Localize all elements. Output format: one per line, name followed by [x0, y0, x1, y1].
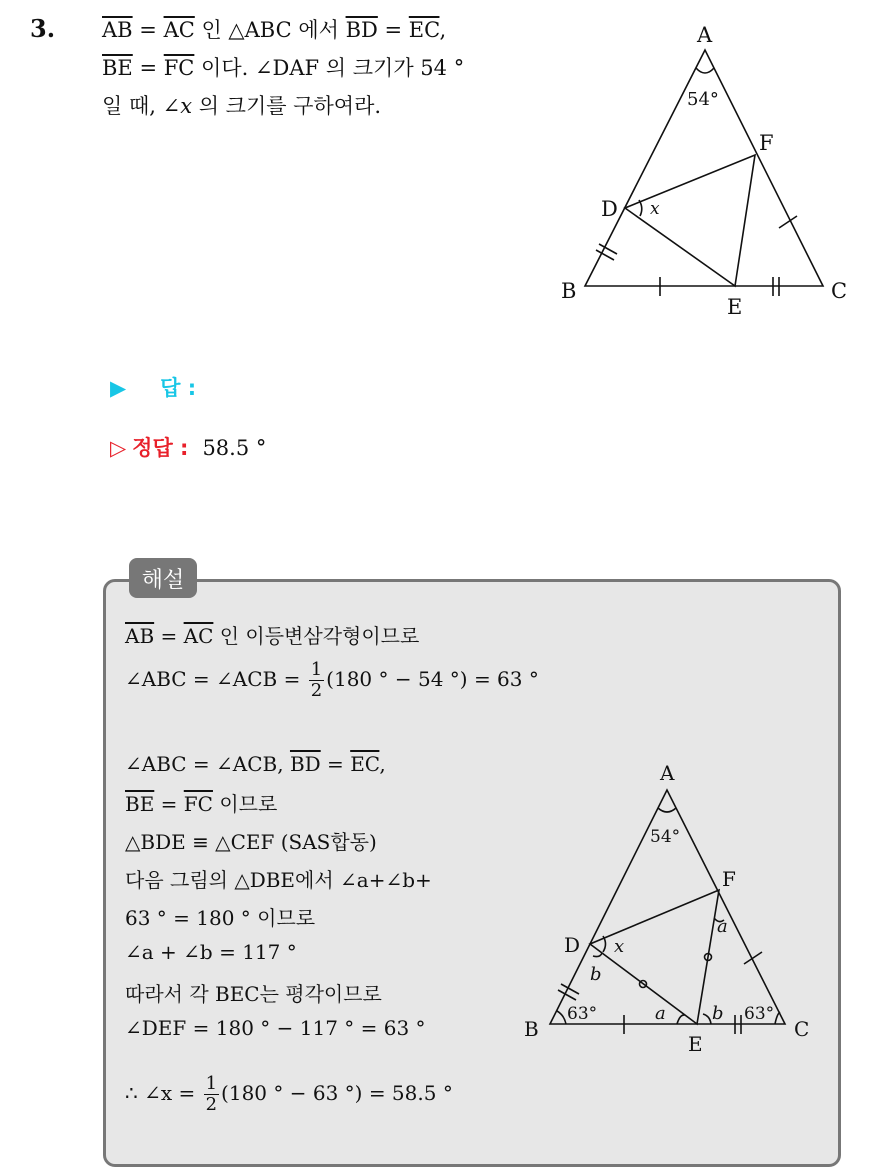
solution-text: ,	[379, 752, 386, 776]
angle-label-a-at-e: a	[655, 1003, 666, 1024]
solution-line-3	[125, 752, 386, 776]
segment-bd: $\overline{BD}$	[289, 752, 321, 776]
equals: =	[154, 624, 184, 648]
angle-arc-x	[639, 200, 642, 216]
correct-value: 58.5 °	[202, 436, 267, 460]
fraction-denominator: 2	[310, 679, 323, 701]
segment-ab: $\overline{AB}$	[125, 624, 155, 648]
question-text: ,	[439, 18, 447, 42]
angle-arc-b-at-d	[593, 953, 602, 957]
question-line-2	[102, 52, 464, 82]
segment-ab: $\overline{AB}$	[102, 18, 133, 42]
label-B: B	[524, 1017, 539, 1041]
solution-text: 이므로	[212, 792, 278, 816]
angle-arc-a-at-e	[677, 1015, 685, 1024]
angle-label-a-at-f: a	[717, 916, 728, 937]
question-line-3	[102, 90, 381, 120]
label-C: C	[794, 1017, 810, 1041]
solution-line-7: 63 ° = 180 ° 이므로	[125, 906, 316, 930]
question-text: 의 크기를 구하여라.	[192, 94, 382, 118]
triangle-abc	[550, 790, 785, 1024]
question-line-1	[102, 14, 446, 44]
triangle-def	[625, 155, 755, 286]
triangle-abc	[585, 50, 823, 286]
solution-line-5: △BDE ≡ △CEF (SAS합동)	[125, 830, 377, 854]
variable-x: x	[180, 94, 193, 118]
angle-arc-a	[658, 808, 676, 812]
label-E: E	[727, 295, 743, 319]
label-D: D	[601, 197, 618, 221]
angle-label-63-c: 63°	[744, 1004, 775, 1024]
solution-text: (180 ° − 63 °) = 58.5 °	[221, 1080, 453, 1105]
correct-arrow-icon: ▷	[110, 436, 127, 460]
angle-arc-c-63	[775, 1012, 780, 1024]
segment-ec: $\overline{EC}$	[350, 752, 380, 776]
segment-fc: $\overline{FC}$	[163, 56, 195, 80]
label-A: A	[660, 761, 675, 785]
answer-row	[110, 372, 196, 402]
solution-line-8: ∠a + ∠b = 117 °	[125, 940, 297, 964]
equals: =	[320, 752, 351, 776]
label-E: E	[688, 1032, 703, 1056]
question-text: 인 △ABC 에서	[194, 18, 346, 42]
label-A: A	[697, 23, 713, 47]
angle-label-x: x	[650, 199, 660, 219]
angle-label-b-at-e: b	[712, 1003, 724, 1024]
solution-text: (180 ° − 54 °) = 63 °	[326, 666, 539, 691]
solution-line-4	[125, 788, 277, 817]
solution-line-11	[125, 1074, 453, 1115]
correct-label: 정답 :	[132, 436, 189, 460]
solution-tag: 해설	[129, 558, 197, 598]
label-F: F	[759, 131, 774, 155]
tick-fc	[779, 216, 797, 228]
equals: =	[377, 18, 409, 42]
fraction-numerator: 1	[310, 659, 323, 680]
solution-line-2	[125, 660, 539, 701]
angle-arc-a	[696, 68, 714, 73]
label-F: F	[722, 867, 736, 891]
fraction-half	[204, 1074, 219, 1115]
equals: =	[132, 56, 164, 80]
solution-line-1	[125, 620, 419, 649]
label-B: B	[561, 279, 577, 303]
segment-fc: $\overline{FC}$	[183, 792, 213, 816]
solution-line-9: 따라서 각 BEC는 평각이므로	[125, 982, 382, 1006]
angle-arc-b-at-e	[703, 1014, 711, 1024]
equals: =	[132, 18, 164, 42]
solution-line-6: 다음 그림의 △DBE에서 ∠a+∠b+	[125, 868, 432, 892]
solution-text: ∠ABC = ∠ACB,	[125, 752, 290, 776]
solution-text: ∠ABC = ∠ACB =	[125, 666, 307, 691]
solution-text: ∴ ∠x =	[125, 1080, 202, 1105]
fraction-half	[309, 660, 324, 701]
segment-be: $\overline{BE}$	[125, 792, 155, 816]
question-text: 일 때, ∠	[102, 94, 181, 118]
angle-label-x: x	[614, 936, 625, 957]
question-number: 3.	[30, 14, 56, 43]
label-C: C	[831, 279, 848, 303]
label-D: D	[564, 933, 581, 957]
angle-label-63-b: 63°	[567, 1004, 598, 1024]
solution-text: 인 이등변삼각형이므로	[213, 624, 420, 648]
correct-answer-row	[110, 432, 266, 462]
angle-arc-b-63	[557, 1011, 566, 1024]
angle-label-54: 54°	[687, 89, 719, 110]
segment-be: $\overline{BE}$	[102, 56, 133, 80]
triangle-figure-1	[555, 18, 855, 323]
answer-arrow-icon: ▶	[110, 376, 127, 400]
segment-ac: $\overline{AC}$	[163, 18, 195, 42]
fraction-numerator: 1	[205, 1073, 218, 1094]
segment-ac: $\overline{AC}$	[183, 624, 214, 648]
angle-label-54: 54°	[650, 827, 681, 847]
equals: =	[154, 792, 184, 816]
triangle-figure-2	[522, 758, 822, 1058]
fraction-denominator: 2	[205, 1093, 218, 1115]
segment-ec: $\overline{EC}$	[408, 18, 440, 42]
angle-label-b-at-d: b	[590, 964, 602, 985]
question-text: 이다. ∠DAF 의 크기가 54 °	[194, 56, 465, 80]
segment-bd: $\overline{BD}$	[345, 18, 378, 42]
answer-label: 답 :	[160, 376, 197, 400]
solution-line-10: ∠DEF = 180 ° − 117 ° = 63 °	[125, 1016, 426, 1040]
